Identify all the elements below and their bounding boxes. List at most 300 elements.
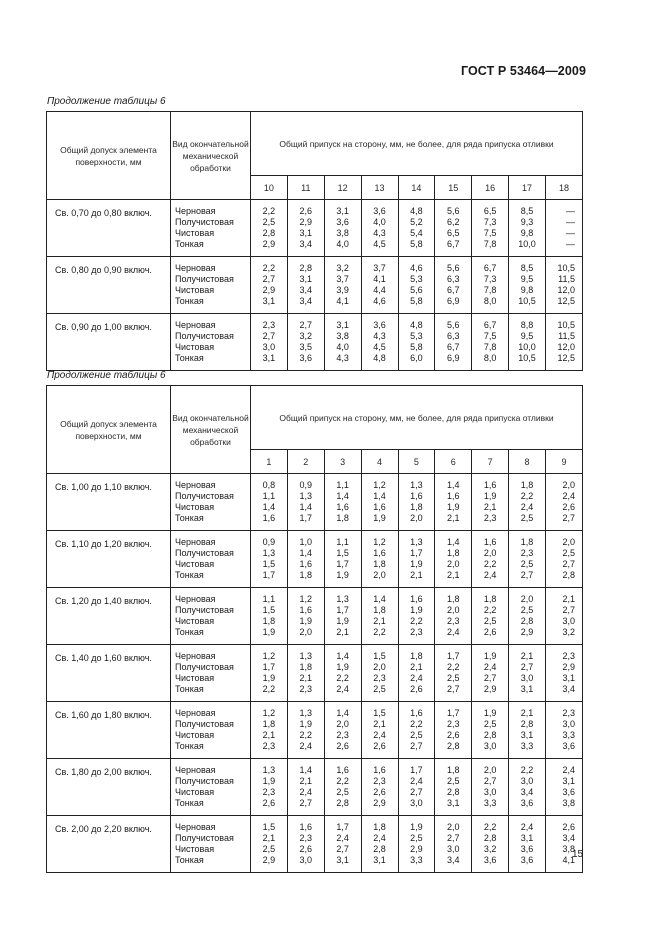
allowance-value: 2,1 <box>447 570 460 580</box>
allowance-value: 2,4 <box>336 684 349 694</box>
allowance-cell <box>509 257 546 314</box>
allowance-value: 1,6 <box>373 502 386 512</box>
allowance-value: 2,9 <box>262 239 276 249</box>
allowance-value: 2,4 <box>299 741 313 751</box>
table-caption: Продолжение таблицы 6 <box>47 370 166 381</box>
allowance-value: 8,8 <box>520 320 534 330</box>
allowance-header: Общий припуск на сторону, мм, не более, для ряда припуска отливки <box>251 112 583 176</box>
allowance-cell <box>287 702 324 759</box>
method-cell <box>171 474 251 531</box>
allowance-cell <box>398 702 435 759</box>
allowance-value: 5,3 <box>410 331 423 341</box>
allowance-value: 7,8 <box>483 342 497 352</box>
allowance-value: 1,3 <box>299 708 313 718</box>
allowance-cell <box>435 474 472 531</box>
method-label: Получистовая <box>175 217 234 227</box>
allowance-value: 2,2 <box>483 605 497 615</box>
allowance-value: 2,4 <box>520 502 534 512</box>
method-label: Чистовая <box>175 787 215 797</box>
allowance-value: 6,2 <box>447 217 460 227</box>
allowance-value: 8,0 <box>483 296 497 306</box>
allowance-value: 2,1 <box>373 719 386 729</box>
allowance-value: 2,2 <box>483 822 497 832</box>
allowance-value: 5,6 <box>447 320 460 330</box>
allowance-value: 1,3 <box>410 480 423 490</box>
allowance-value: 6,7 <box>483 320 497 330</box>
allowance-value: 10,5 <box>518 353 536 363</box>
allowance-value: 3,1 <box>520 730 534 740</box>
allowance-value: 1,6 <box>447 491 460 501</box>
tolerance-range: Св. 2,00 до 2,20 включ. <box>47 816 171 873</box>
allowance-value: 2,8 <box>483 833 497 843</box>
tolerance-range: Св. 1,40 до 1,60 включ. <box>47 645 171 702</box>
allowance-value: 1,3 <box>299 651 313 661</box>
allowance-value: 2,0 <box>562 537 575 547</box>
allowance-value: 2,7 <box>447 684 460 694</box>
allowance-value: 2,1 <box>483 502 497 512</box>
allowance-value: 1,5 <box>373 651 386 661</box>
allowance-value: 1,3 <box>410 537 423 547</box>
method-label: Тонкая <box>175 353 204 363</box>
series-column-header: 15 <box>435 176 472 200</box>
allowance-cell <box>324 200 361 257</box>
allowance-value: 1,8 <box>483 594 497 604</box>
allowance-cell <box>435 257 472 314</box>
allowance-value: 3,1 <box>336 206 349 216</box>
allowance-value: 1,8 <box>447 594 460 604</box>
allowance-value: 3,4 <box>299 296 313 306</box>
allowance-value: 1,4 <box>336 708 349 718</box>
method-label: Черновая <box>175 822 216 832</box>
series-column-header: 16 <box>472 176 509 200</box>
allowance-value: 3,6 <box>520 798 534 808</box>
method-header: Вид окончательной механической обработки <box>171 112 251 200</box>
allowance-value: 2,5 <box>447 673 460 683</box>
allowance-value: 2,4 <box>520 822 534 832</box>
table-row <box>47 702 583 759</box>
allowance-cell <box>398 588 435 645</box>
allowance-value: 6,9 <box>447 353 460 363</box>
allowance-cell <box>398 531 435 588</box>
allowance-value: 2,0 <box>336 719 349 729</box>
method-label: Тонкая <box>175 513 204 523</box>
allowance-value: — <box>566 206 575 216</box>
allowance-value: 1,6 <box>483 480 497 490</box>
allowance-value: 2,7 <box>410 741 423 751</box>
tolerance-range: Св. 1,60 до 1,80 включ. <box>47 702 171 759</box>
allowance-value: 1,9 <box>373 513 386 523</box>
allowance-value: 3,6 <box>299 353 313 363</box>
allowance-value: 3,4 <box>299 239 313 249</box>
allowance-value: 2,3 <box>262 320 276 330</box>
method-cell <box>171 588 251 645</box>
allowance-value: 1,5 <box>373 708 386 718</box>
allowance-value: 1,7 <box>299 513 313 523</box>
method-label: Чистовая <box>175 616 215 626</box>
allowance-value: 1,9 <box>483 651 497 661</box>
allowance-value: 9,5 <box>520 274 534 284</box>
allowance-value: 1,4 <box>299 548 313 558</box>
allowance-value: 2,5 <box>562 548 575 558</box>
method-label: Получистовая <box>175 274 234 284</box>
allowance-cell <box>287 531 324 588</box>
allowance-value: 3,1 <box>447 798 460 808</box>
allowance-value: 2,2 <box>447 662 460 672</box>
allowance-value: 3,8 <box>562 844 575 854</box>
allowance-value: 2,7 <box>299 798 313 808</box>
allowance-value: 2,3 <box>562 651 575 661</box>
table-row <box>47 531 583 588</box>
allowance-value: 1,4 <box>262 502 276 512</box>
allowance-value: 2,9 <box>562 662 575 672</box>
allowance-value: 6,5 <box>483 206 497 216</box>
allowance-value: 5,6 <box>447 263 460 273</box>
allowance-cell <box>251 200 288 257</box>
allowance-value: 3,4 <box>520 787 534 797</box>
allowance-cell <box>361 314 398 371</box>
allowance-value: 12,0 <box>557 285 575 295</box>
allowance-value: 2,7 <box>562 559 575 569</box>
allowance-value: 4,8 <box>410 206 423 216</box>
allowance-cell <box>324 588 361 645</box>
allowance-value: 3,6 <box>336 217 349 227</box>
allowance-cell <box>287 474 324 531</box>
allowance-value: 2,3 <box>562 708 575 718</box>
allowance-value: 5,4 <box>410 228 423 238</box>
allowance-value: 1,3 <box>262 548 276 558</box>
allowance-cell <box>509 702 546 759</box>
allowance-value: 11,5 <box>558 274 575 284</box>
allowance-value: 4,3 <box>336 353 349 363</box>
allowance-value: 5,3 <box>410 274 423 284</box>
allowance-value: 1,9 <box>262 627 276 637</box>
allowance-cell <box>361 816 398 873</box>
allowance-cell <box>509 645 546 702</box>
allowance-cell <box>472 200 509 257</box>
allowance-value: 2,3 <box>299 684 313 694</box>
allowance-value: 2,1 <box>299 673 313 683</box>
method-label: Получистовая <box>175 331 234 341</box>
method-label: Чистовая <box>175 844 215 854</box>
allowance-value: 0,8 <box>262 480 276 490</box>
allowance-value: 1,6 <box>373 548 386 558</box>
allowance-value: 1,6 <box>336 765 349 775</box>
allowance-value: 1,8 <box>447 548 460 558</box>
method-label: Чистовая <box>175 730 215 740</box>
method-label: Черновая <box>175 320 216 330</box>
allowance-value: 2,8 <box>336 798 349 808</box>
allowance-value: 2,1 <box>410 570 423 580</box>
table-head <box>47 386 583 474</box>
allowance-value: 1,6 <box>262 513 276 523</box>
allowance-value: 3,8 <box>336 331 349 341</box>
allowance-cell <box>361 588 398 645</box>
allowance-value: 1,9 <box>410 822 423 832</box>
allowance-value: 10,5 <box>557 263 575 273</box>
allowance-value: 2,6 <box>262 798 276 808</box>
allowance-cell <box>324 257 361 314</box>
allowance-value: 2,8 <box>520 719 534 729</box>
allowance-value: 11,5 <box>558 331 575 341</box>
allowance-value: 4,8 <box>410 320 423 330</box>
allowance-value: 1,5 <box>262 559 276 569</box>
allowance-value: 9,8 <box>520 228 534 238</box>
allowance-cell <box>509 531 546 588</box>
allowance-value: 2,5 <box>336 787 349 797</box>
allowance-cell <box>472 645 509 702</box>
allowance-value: 2,0 <box>520 594 534 604</box>
allowance-value: 2,6 <box>410 684 423 694</box>
tolerance-range: Св. 0,70 до 0,80 включ. <box>47 200 171 257</box>
allowance-value: 2,7 <box>447 833 460 843</box>
table-row <box>47 314 583 371</box>
allowance-value: 2,9 <box>262 855 276 865</box>
table-row <box>47 588 583 645</box>
method-label: Получистовая <box>175 776 234 786</box>
allowance-value: 1,7 <box>336 559 349 569</box>
allowance-value: 2,8 <box>483 730 497 740</box>
allowance-value: 6,7 <box>447 239 460 249</box>
allowance-value: 3,3 <box>520 741 534 751</box>
allowance-value: 2,4 <box>562 765 575 775</box>
allowance-cell <box>472 314 509 371</box>
allowance-value: 12,0 <box>557 342 575 352</box>
allowance-value: 2,2 <box>262 684 276 694</box>
allowance-cell <box>546 759 583 816</box>
series-column-header: 17 <box>509 176 546 200</box>
allowance-value: 2,4 <box>483 570 497 580</box>
method-cell <box>171 200 251 257</box>
allowance-value: 1,7 <box>447 651 460 661</box>
allowance-value: 6,3 <box>447 331 460 341</box>
tolerance-range: Св. 1,20 до 1,40 включ. <box>47 588 171 645</box>
tolerance-range: Св. 1,80 до 2,00 включ. <box>47 759 171 816</box>
allowance-value: 5,8 <box>410 342 423 352</box>
allowance-value: 3,2 <box>562 627 575 637</box>
allowance-cell <box>287 200 324 257</box>
allowance-value: 2,4 <box>299 787 313 797</box>
allowance-value: 9,8 <box>520 285 534 295</box>
allowance-value: 7,5 <box>483 331 497 341</box>
allowance-value: 3,6 <box>562 787 575 797</box>
allowance-value: 3,1 <box>520 833 534 843</box>
method-label: Чистовая <box>175 673 215 683</box>
method-cell <box>171 645 251 702</box>
allowance-value: 3,8 <box>336 228 349 238</box>
allowance-value: 1,6 <box>299 559 313 569</box>
allowance-value: 3,1 <box>520 684 534 694</box>
allowance-value: 6,7 <box>447 342 460 352</box>
allowance-value: 6,7 <box>447 285 460 295</box>
allowance-value: 1,1 <box>336 480 349 490</box>
allowance-value: 3,7 <box>373 263 386 273</box>
allowance-value: 1,3 <box>299 491 313 501</box>
method-cell <box>171 257 251 314</box>
method-label: Получистовая <box>175 719 234 729</box>
allowance-cell <box>435 816 472 873</box>
allowance-cell <box>361 759 398 816</box>
allowance-cell <box>435 645 472 702</box>
series-column-header: 10 <box>251 176 288 200</box>
table-row <box>47 257 583 314</box>
series-column-header: 9 <box>546 450 583 474</box>
allowance-value: 2,5 <box>520 513 534 523</box>
allowance-value: 1,8 <box>336 513 349 523</box>
allowance-cell <box>546 531 583 588</box>
allowance-cell <box>546 588 583 645</box>
table-row <box>47 200 583 257</box>
method-label: Тонкая <box>175 296 204 306</box>
allowance-value: 1,8 <box>410 502 423 512</box>
allowance-value: 7,3 <box>483 274 497 284</box>
allowance-value: 2,3 <box>336 730 349 740</box>
allowance-value: 2,7 <box>562 605 575 615</box>
allowance-value: 8,0 <box>483 353 497 363</box>
allowance-cell <box>472 759 509 816</box>
allowance-value: 3,0 <box>447 844 460 854</box>
table-row <box>47 645 583 702</box>
allowance-value: 2,4 <box>410 776 423 786</box>
allowance-value: 12,5 <box>557 353 575 363</box>
allowance-value: 2,1 <box>373 616 386 626</box>
series-column-header: 6 <box>435 450 472 474</box>
allowance-value: 2,2 <box>410 616 423 626</box>
table-body <box>47 474 583 873</box>
allowance-value: 1,7 <box>336 822 349 832</box>
allowance-cell <box>287 257 324 314</box>
method-label: Черновая <box>175 594 216 604</box>
allowance-value: 1,8 <box>520 537 534 547</box>
allowance-cell <box>324 702 361 759</box>
allowance-value: 2,6 <box>483 627 497 637</box>
allowance-value: 3,1 <box>562 673 575 683</box>
allowance-value: 3,1 <box>262 296 276 306</box>
allowance-cell <box>435 314 472 371</box>
allowance-cell <box>509 588 546 645</box>
allowance-value: 2,7 <box>410 787 423 797</box>
series-column-header: 11 <box>287 176 324 200</box>
allowance-value: 4,1 <box>562 855 575 865</box>
allowance-value: 2,5 <box>262 844 276 854</box>
allowance-value: 1,1 <box>262 594 276 604</box>
series-column-header: 13 <box>361 176 398 200</box>
allowance-value: 2,9 <box>262 285 276 295</box>
allowance-value: 2,3 <box>262 787 276 797</box>
allowance-value: 9,3 <box>520 217 534 227</box>
allowance-value: 1,6 <box>483 537 497 547</box>
allowance-cell <box>546 314 583 371</box>
allowance-cell <box>398 645 435 702</box>
allowance-value: 6,5 <box>447 228 460 238</box>
method-label: Получистовая <box>175 548 234 558</box>
allowance-value: 1,0 <box>299 537 313 547</box>
allowance-value: 3,4 <box>299 285 313 295</box>
allowance-value: 2,8 <box>562 570 575 580</box>
allowance-cell <box>251 588 288 645</box>
allowance-cell <box>287 816 324 873</box>
allowance-value: 3,0 <box>483 741 497 751</box>
allowance-value: 2,5 <box>410 730 423 740</box>
allowance-value: 1,9 <box>483 708 497 718</box>
allowance-cell <box>398 314 435 371</box>
series-column-header: 8 <box>509 450 546 474</box>
allowance-value: 1,4 <box>373 594 386 604</box>
allowance-value: 4,1 <box>373 274 386 284</box>
allowance-value: 2,4 <box>410 673 423 683</box>
allowance-cell <box>509 314 546 371</box>
allowance-value: 3,0 <box>262 342 276 352</box>
allowance-value: 5,6 <box>410 285 423 295</box>
allowance-value: 4,6 <box>373 296 386 306</box>
allowance-value: 4,3 <box>373 228 386 238</box>
allowance-value: 1,4 <box>336 491 349 501</box>
allowance-value: 3,0 <box>562 616 575 626</box>
allowance-value: 2,0 <box>447 822 460 832</box>
allowance-value: 4,6 <box>410 263 423 273</box>
allowance-value: 1,7 <box>336 605 349 615</box>
series-column-header: 12 <box>324 176 361 200</box>
method-label: Тонкая <box>175 239 204 249</box>
allowance-value: 2,2 <box>373 627 386 637</box>
allowance-value: 1,5 <box>262 822 276 832</box>
allowance-value: 2,1 <box>520 708 534 718</box>
allowance-value: 4,5 <box>373 342 386 352</box>
allowance-value: 1,7 <box>410 765 423 775</box>
allowance-cell <box>324 474 361 531</box>
allowance-value: 2,0 <box>483 548 497 558</box>
allowance-value: 2,8 <box>373 844 386 854</box>
allowance-value: 2,0 <box>299 627 313 637</box>
page-number: 15 <box>572 849 584 860</box>
allowance-cell <box>287 588 324 645</box>
allowance-value: 2,6 <box>447 730 460 740</box>
allowance-cell <box>251 474 288 531</box>
allowance-value: 2,2 <box>262 206 276 216</box>
allowance-value: 10,5 <box>557 320 575 330</box>
method-label: Черновая <box>175 263 216 273</box>
method-label: Получистовая <box>175 662 234 672</box>
allowance-value: 1,9 <box>336 662 349 672</box>
allowance-value: 6,9 <box>447 296 460 306</box>
allowance-value: 3,0 <box>520 673 534 683</box>
allowance-value: 2,1 <box>447 513 460 523</box>
tolerance-range: Св. 1,00 до 1,10 включ. <box>47 474 171 531</box>
allowance-value: 1,8 <box>299 570 313 580</box>
allowance-value: 2,3 <box>373 776 386 786</box>
allowance-cell <box>435 759 472 816</box>
series-column-header: 2 <box>287 450 324 474</box>
method-label: Тонкая <box>175 627 204 637</box>
allowance-value: 2,8 <box>520 616 534 626</box>
allowance-value: 4,0 <box>373 217 386 227</box>
allowance-value: 2,6 <box>373 741 386 751</box>
allowance-value: 1,4 <box>447 480 460 490</box>
series-column-header: 1 <box>251 450 288 474</box>
allowance-value: 2,9 <box>299 217 313 227</box>
allowance-value: 1,8 <box>410 651 423 661</box>
allowance-value: 1,8 <box>520 480 534 490</box>
allowance-value: 2,3 <box>299 833 313 843</box>
allowance-value: 1,7 <box>262 570 276 580</box>
allowance-cell <box>324 759 361 816</box>
allowance-value: 2,5 <box>520 559 534 569</box>
allowance-value: 2,2 <box>410 719 423 729</box>
allowance-value: — <box>566 239 575 249</box>
document-header: ГОСТ Р 53464—2009 <box>460 64 586 78</box>
allowance-cell <box>251 702 288 759</box>
allowance-value: 2,3 <box>520 548 534 558</box>
allowance-value: 1,9 <box>336 570 349 580</box>
